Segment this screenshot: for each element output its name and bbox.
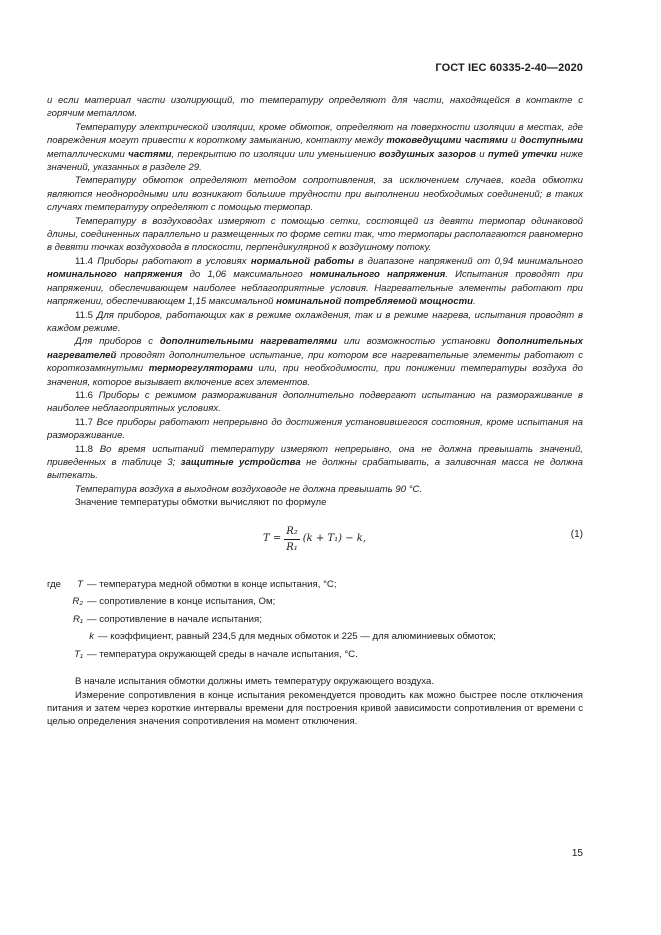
formula-legend	[47, 576, 583, 664]
text-run: Температуру электрической изоляции, кроме обмоток, определяют на поверхности изоляции в местах, где повреждения могут привести к короткому замыканию, контакту между	[47, 121, 583, 147]
text-run: ниже значений, указанных в разделе 29.	[47, 148, 583, 174]
legend-row	[47, 646, 583, 664]
legend-symbol: R₁	[73, 613, 83, 625]
defined-term: дополнительными нагревателями	[159, 336, 338, 348]
defined-term: дополнительных нагревателей	[47, 336, 583, 361]
text-run: Для приборов, работающих как в режиме охлаждения, так и в режиме нагрева, испытания проводят в каждом режиме.	[47, 309, 583, 334]
text-run: Температуру обмоток определяют методом сопротивления, за исключением случаев, когда обмотки являются неоднородными или возникают большие трудности при выполнении необходимых соединений; в таких случаях температуру определяют с помощью термопар.	[47, 175, 583, 214]
paragraph	[47, 496, 583, 509]
paragraph	[47, 335, 583, 389]
text-run: и	[507, 135, 520, 147]
formula-number: (1)	[570, 528, 583, 540]
text-run: Приборы работают в условиях	[97, 255, 251, 267]
text-run: .	[472, 296, 476, 308]
paragraph	[47, 121, 583, 175]
text-run: 11.5	[75, 309, 97, 321]
text-run: Для приборов с	[75, 336, 160, 348]
text-run: 11.6	[75, 389, 99, 401]
legend-row	[47, 611, 583, 629]
paragraph	[47, 215, 583, 255]
legend-text: — сопротивление в конце испытания, Ом;	[87, 596, 276, 608]
defined-term: воздушных зазоров	[379, 148, 476, 160]
text-run: или возможностью установки	[337, 336, 498, 348]
legend-symbol: T	[77, 578, 83, 590]
formula-denominator: R₁	[286, 541, 298, 553]
legend-row	[47, 576, 583, 594]
page-number: 15	[571, 848, 583, 859]
clause-11-5	[47, 309, 583, 336]
legend-text: — температура окружающей среды в начале испытания, °С.	[87, 648, 358, 660]
text-run: Приборы с режимом размораживания дополнительно подвергают испытанию на размораживание в наиболее неблагоприятных условиях.	[47, 389, 583, 415]
defined-term: номинального напряжения	[47, 269, 183, 281]
text-run: Температуру в воздуховодах измеряют с помощью сетки, состоящей из девяти термопар одинаковой длины, соединенных параллельно и размещенных по форме сетки так, что термопары располагаются равномерно в девяти точках воздуховода в плоскости, перпендикулярной к воздушному потоку.	[47, 215, 583, 254]
text-run: Все приборы работают непрерывно до достижения установившегося состояния, кроме испытания на размораживание.	[47, 416, 583, 442]
text-run: и если материал части изолирующий, то температуру определяют для части, находящейся в контакте с горячим металлом.	[47, 95, 583, 120]
clause-11-4	[47, 255, 583, 309]
paragraph	[47, 94, 583, 121]
clause-11-7	[47, 416, 583, 443]
formula-lhs: T =	[263, 533, 282, 545]
formula-fraction	[284, 525, 300, 554]
clause-11-8	[47, 443, 583, 483]
text-run: и	[476, 148, 488, 160]
defined-term: номинального напряжения	[309, 269, 446, 281]
clause-11-6	[47, 389, 583, 416]
paragraph	[47, 689, 583, 729]
text-run: В начале испытания обмотки должны иметь температуру окружающего воздуха.	[75, 676, 434, 688]
text-run: не должны срабатывать, а заливочная масса не должна вытекать.	[47, 456, 584, 482]
text-run: проводят дополнительное испытание, при котором все нагревательные элементы работают с короткозамкнутыми	[47, 349, 583, 375]
defined-term: частями	[128, 148, 172, 160]
paragraph	[47, 483, 583, 496]
formula-numerator: R₂	[284, 525, 300, 540]
text-run: 11.8	[75, 443, 100, 455]
text-run: Измерение сопротивления в конце испытания рекомендуется проводить как можно быстрее после отключения питания и затем через короткие интервалы времени для построения кривой зависимости сопротивления от времени с целью определения значения сопротивления на момент отключения.	[47, 689, 583, 728]
legend-text: — коэффициент, равный 234,5 для медных обмоток и 225 — для алюминиевых обмоток;	[98, 631, 496, 643]
text-run: или, при необходимости, при понижении температуры воздуха до значения, которое вызывает включение всех элементов.	[47, 363, 583, 388]
legend-text: — температура медной обмотки в конце испытания, °С;	[87, 578, 337, 590]
text-run: Во время испытаний температуру измеряют непрерывно, она не должна превышать значений, приведенных в таблице 3;	[47, 443, 583, 468]
defined-term: терморегуляторами	[148, 363, 253, 375]
formula-1	[47, 516, 583, 568]
text-run: 11.7	[75, 416, 97, 428]
text-run: Температура воздуха в выходном воздуховоде не должна превышать 90 °С.	[75, 483, 423, 495]
text-run: до 1,06 максимального	[182, 269, 310, 281]
paragraph	[47, 174, 583, 214]
legend-row	[47, 593, 583, 611]
legend-symbol: T₁	[74, 648, 83, 660]
document-body	[47, 94, 583, 729]
defined-term: защитные устройства	[180, 456, 301, 468]
formula-rhs: (k + T₁) − k,	[302, 533, 367, 545]
legend-row	[47, 628, 583, 646]
document-header: ГОСТ IEC 60335-2-40—2020	[435, 62, 583, 74]
legend-symbol: R₂	[72, 596, 83, 608]
defined-term: токоведущими частями	[386, 135, 508, 147]
defined-term: нормальной работы	[250, 255, 354, 267]
legend-symbol: k	[89, 631, 94, 643]
legend-text: — сопротивление в начале испытания;	[87, 613, 262, 625]
defined-term: путей утечки	[487, 148, 558, 160]
legend-label: где	[47, 578, 62, 590]
text-run: Значение температуры обмотки вычисляют по формуле	[75, 497, 327, 509]
defined-term: доступными	[519, 135, 584, 147]
text-run: в диапазоне напряжений от 0,94 минимального	[354, 255, 583, 267]
paragraph	[47, 675, 583, 688]
text-run: , перекрытию по изоляции или уменьшению	[171, 148, 380, 160]
text-run: 11.4	[75, 255, 98, 267]
text-run: металлическими	[47, 148, 129, 160]
text-run: . Испытания проводят при напряжении, обеспечивающем наиболее неблагоприятные условия. Нагревательные элементы работают при напряжении, обеспечивающем 1,15 максимальной	[47, 269, 584, 308]
defined-term: номинальной потребляемой мощности	[276, 296, 473, 308]
